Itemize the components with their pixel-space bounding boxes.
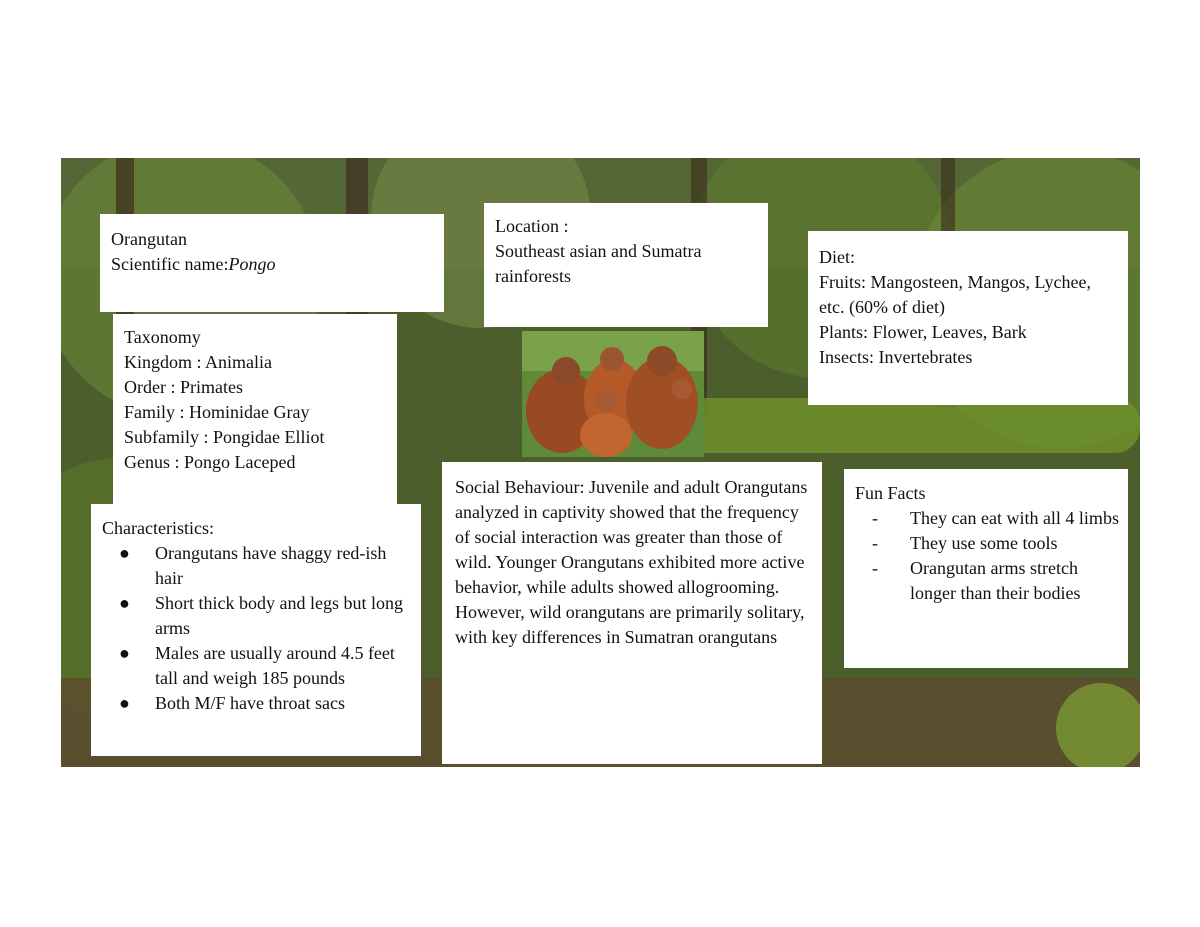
characteristics-item: ● Both M/F have throat sacs [102, 691, 407, 716]
diet-title: Diet: [819, 247, 855, 267]
characteristics-item: ● Short thick body and legs but long arms [119, 593, 403, 638]
location-title: Location : [495, 216, 569, 236]
dash-icon: - [872, 558, 878, 578]
fun-facts-title: Fun Facts [855, 483, 926, 503]
taxonomy-subfamily: Subfamily : Pongidae Elliot [124, 427, 325, 447]
location-box [484, 203, 768, 327]
taxonomy-family: Family : Hominidae Gray [124, 402, 310, 422]
scientific-name [111, 252, 275, 277]
social-behaviour-box [442, 462, 822, 764]
bullet-icon: ● [119, 543, 130, 563]
characteristics-box [91, 504, 421, 756]
bullet-icon: ● [119, 593, 130, 613]
taxonomy-title: Taxonomy [124, 327, 201, 347]
taxonomy-order: Order : Primates [124, 377, 243, 397]
fun-fact-item: - They can eat with all 4 limbs [855, 506, 1125, 531]
fun-fact-item: - Orangutan arms stretch longer than their bodies [872, 558, 1081, 603]
taxonomy-kingdom: Kingdom : Animalia [124, 352, 272, 372]
dash-icon: - [872, 508, 878, 528]
taxonomy-box [113, 314, 397, 506]
characteristics-title: Characteristics: [102, 518, 214, 538]
bullet-icon: ● [119, 643, 130, 663]
diet-box [808, 231, 1128, 405]
orangutan-group-photo [522, 331, 704, 457]
scientific-name-value: Pongo [228, 254, 276, 274]
diet-fruits: Fruits: Mangosteen, Mangos, Lychee, etc. (60% of diet) [819, 272, 1091, 317]
fun-facts-list [855, 506, 1125, 606]
slide-background [61, 158, 1140, 767]
diet-plants: Plants: Flower, Leaves, Bark [819, 322, 1027, 342]
social-behaviour-wild-text: However, wild orangutans are primarily solitary, with key differences in Sumatran orangutans [455, 602, 805, 647]
characteristics-item: ● Males are usually around 4.5 feet tall and weigh 185 pounds [119, 643, 395, 688]
characteristics-list [102, 541, 407, 716]
taxonomy-genus: Genus : Pongo Laceped [124, 452, 296, 472]
dash-icon: - [872, 533, 878, 553]
bullet-icon: ● [119, 693, 130, 713]
location-text: Southeast asian and Sumatra rainforests [495, 241, 702, 286]
scientific-name-label: Scientific name: [111, 254, 229, 274]
animal-name: Orangutan [111, 229, 187, 249]
intro-box [100, 214, 444, 312]
characteristics-item: ● Orangutans have shaggy red-ish hair [119, 543, 387, 588]
fun-facts-box [844, 469, 1128, 668]
fun-fact-item: - They use some tools [855, 531, 1125, 556]
diet-insects: Insects: Invertebrates [819, 347, 973, 367]
social-behaviour-text: Social Behaviour: Juvenile and adult Orangutans analyzed in captivity showed that the frequency of social interaction was greater than those of wild. Younger Orangutans exhibited more active behavior, while adults showed allogrooming. [455, 477, 808, 597]
